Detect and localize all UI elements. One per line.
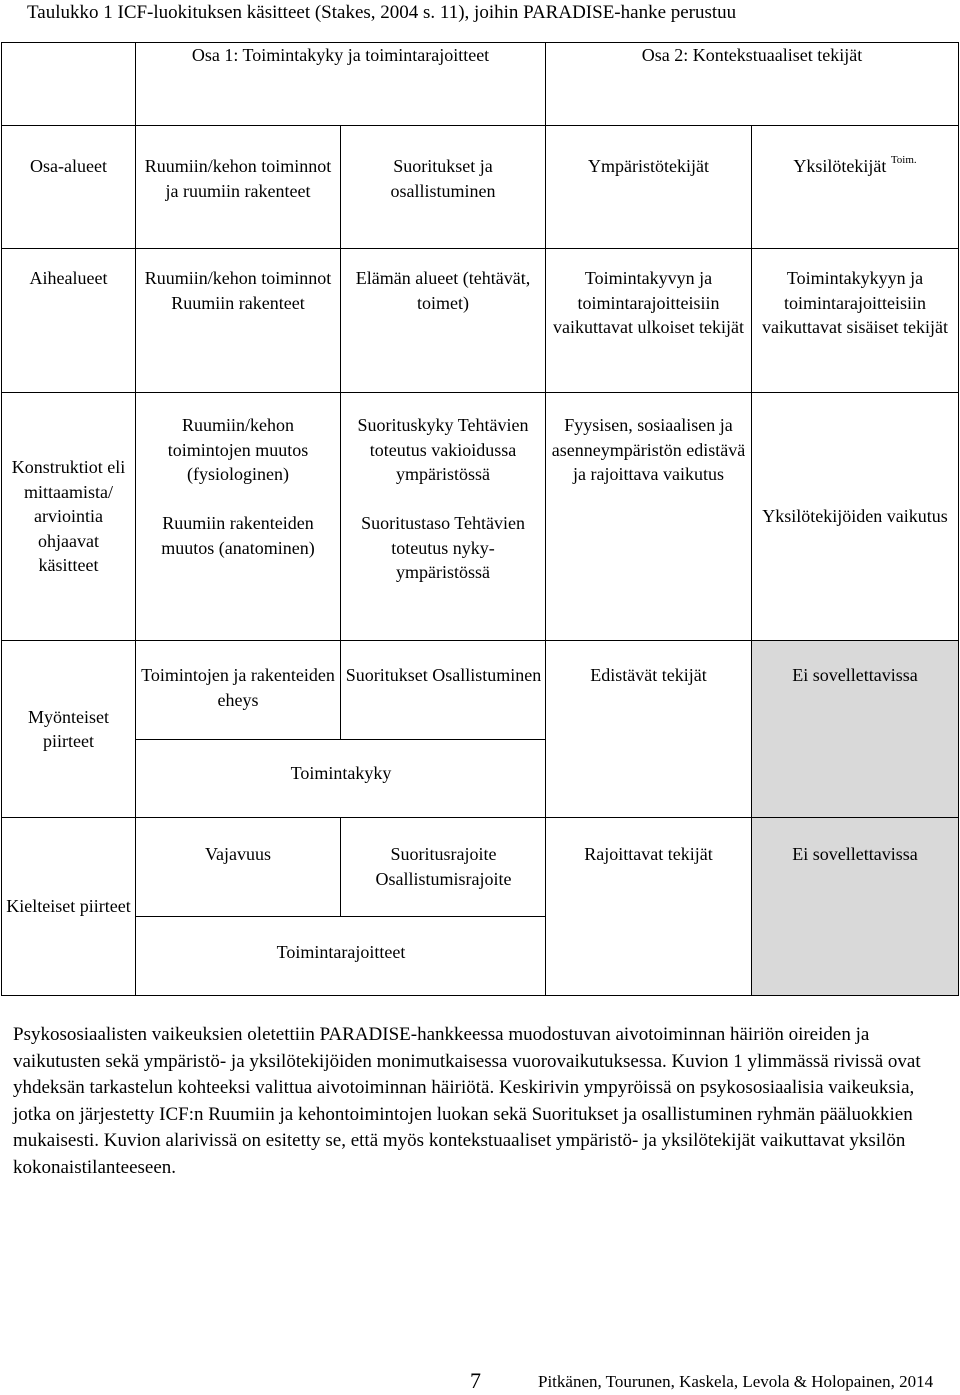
topics-internal-factors: Toimintakykyyn ja toimintarajoitteisiin vaikuttavat sisäiset tekijät — [752, 249, 959, 393]
constructs-capacity: Suorituskyky Tehtävien toteutus vakioidussa ympäristössä — [357, 415, 529, 484]
negative-disability-block — [136, 818, 546, 996]
table-caption: Taulukko 1 ICF-luokituksen käsitteet (Stakes, 2004 s. 11), joihin PARADISE-hanke perustuu — [27, 2, 737, 23]
positive-functioning-block — [136, 641, 546, 818]
constructs-environment: Fyysisen, sosiaalisen ja asenneympäristön edistävä ja rajoittava vaikutus — [546, 393, 752, 641]
topics-body — [136, 249, 341, 393]
positive-activities: Suoritukset Osallistuminen — [341, 641, 546, 740]
constructs-body-structures: Ruumiin rakenteiden muutos (anatominen) — [161, 513, 315, 558]
constructs-performance: Suoritustaso Tehtävien toteutus nyky-ympäristössä — [361, 513, 525, 582]
part1-header: Osa 1: Toimintakyky ja toimintarajoitteet — [136, 43, 546, 126]
part2-header: Osa 2: Kontekstuaaliset tekijät — [546, 43, 959, 126]
subareas-body-functions: Ruumiin/kehon toiminnot ja ruumiin rakenteet — [136, 126, 341, 249]
footer-authors: Pitkänen, Tourunen, Kaskela, Levola & Holopainen, 2014 — [538, 1372, 934, 1391]
subareas-row — [2, 126, 959, 249]
page-number: 7 — [470, 1368, 481, 1393]
subareas-activities: Suoritukset ja osallistuminen — [341, 126, 546, 249]
icf-table — [1, 42, 959, 996]
negative-combined: Toimintarajoitteet — [276, 942, 406, 962]
constructs-personal: Yksilötekijöiden vaikutus — [752, 393, 959, 641]
topics-body-functions: Ruumiin/kehon toiminnot — [144, 268, 332, 288]
constructs-body-functions: Ruumiin/kehon toimintojen muutos (fysiologinen) — [167, 415, 309, 484]
row-label-topics: Aihealueet — [2, 249, 136, 393]
table-header-row — [2, 43, 959, 126]
subareas-personal — [752, 126, 959, 249]
subareas-environment: Ympäristötekijät — [546, 126, 752, 249]
topics-body-structures: Ruumiin rakenteet — [171, 292, 305, 313]
positive-integrity: Toimintojen ja rakenteiden eheys — [136, 641, 341, 740]
topics-row — [2, 249, 959, 393]
positive-environment: Edistävät tekijät — [546, 641, 752, 818]
constructs-row — [2, 393, 959, 641]
topics-life-areas: Elämän alueet (tehtävät, toimet) — [341, 249, 546, 393]
negative-personal: Ei sovellettavissa — [752, 818, 959, 996]
positive-combined: Toimintakyky — [290, 763, 392, 783]
positive-personal: Ei sovellettavissa — [752, 641, 959, 818]
row-label-positive: Myönteiset piirteet — [2, 641, 136, 818]
negative-environment: Rajoittavat tekijät — [546, 818, 752, 996]
row-label-constructs: Konstruktiot eli mittaamista/ arviointia ohjaavat käsitteet — [2, 393, 136, 641]
negative-activities: Suoritusrajoite Osallistumisrajoite — [341, 818, 546, 917]
row-label-subareas: Osa-alueet — [2, 126, 136, 249]
topics-external-factors: Toimintakyvyn ja toimintarajoitteisiin vaikuttavat ulkoiset tekijät — [546, 249, 752, 393]
body-paragraph: Psykososiaalisten vaikeuksien oletettiin PARADISE-hankkeessa muodostuvan aivotoiminnan häiriön oireiden ja vaikutusten sekä ympäristö- ja yksilötekijöiden monimutkaisessa vuorovaikutuksessa. Kuvion 1 ylimmässä rivissä ovat yhdeksän tarkastelun kohteeksi valittua aivotoiminnan häiriötä. Keskirivin ympyröissä on psykososiaalisia vaikeuksia, jotka on järjestetty ICF:n Ruumiin ja kehontoimintojen luokan sekä Suoritukset ja osallistuminen ryhmän pääluokkien mukaisesti. Kuvion alarivissä on esitetty se, että myös kontekstuaaliset ympäristö- ja yksilötekijät vaikuttavat yksilön kokonaistilanteeseen. — [13, 1024, 921, 1178]
negative-impairment: Vajavuus — [136, 818, 341, 917]
constructs-body — [136, 393, 341, 641]
row-label-negative: Kielteiset piirteet — [2, 818, 136, 996]
positive-row — [2, 641, 959, 818]
empty-header-cell — [2, 43, 136, 126]
subareas-personal-sup: Toim. — [890, 154, 917, 166]
negative-row — [2, 818, 959, 996]
subareas-personal-text: Yksilötekijät — [793, 156, 887, 176]
constructs-activities — [341, 393, 546, 641]
